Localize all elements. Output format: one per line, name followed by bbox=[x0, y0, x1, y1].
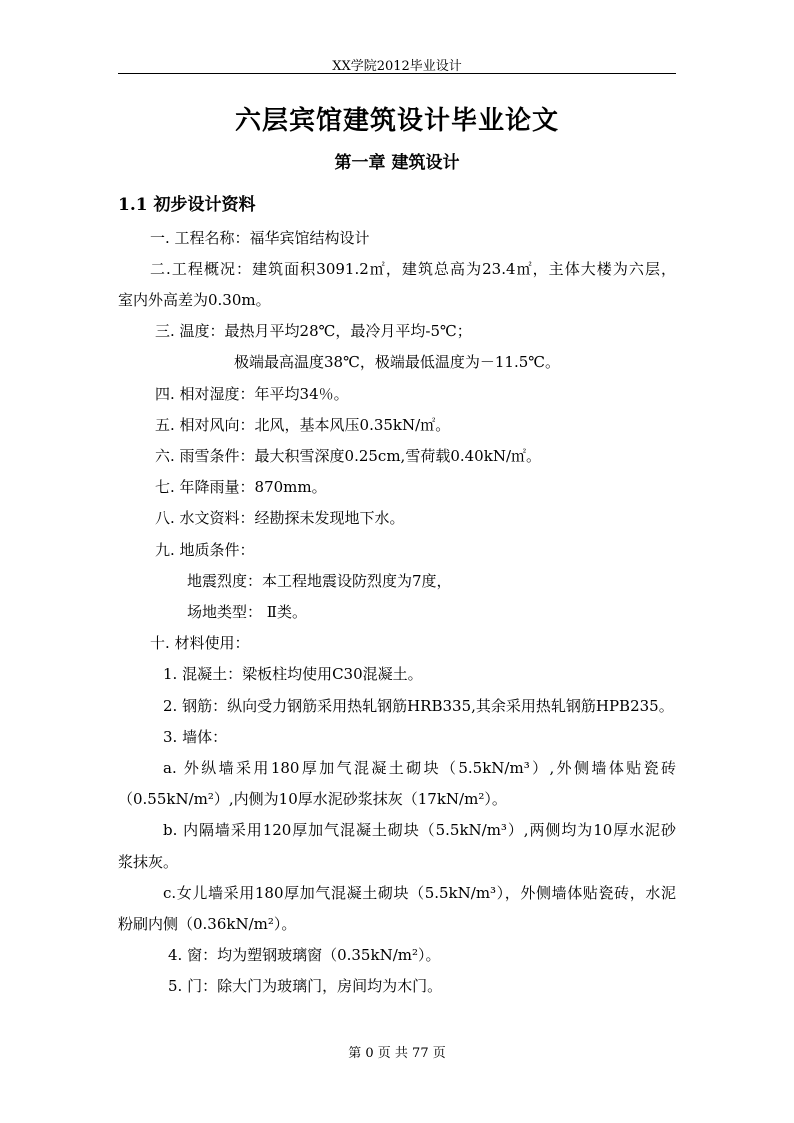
body-line: a. 外纵墙采用180厚加气混凝土砌块（5.5kN/m³）,外侧墙体贴瓷砖 bbox=[163, 759, 676, 777]
body-line: c.女儿墙采用180厚加气混凝土砌块（5.5kN/m³），外侧墙体贴瓷砖，水泥 bbox=[163, 884, 676, 902]
body-line: 二.工程概况：建筑面积3091.2㎡，建筑总高为23.4㎡，主体大楼为六层， bbox=[150, 260, 676, 278]
body-line: 室内外高差为0.30m。 bbox=[118, 291, 271, 309]
body-line: 六. 雨雪条件：最大积雪深度0.25cm,雪荷载0.40kN/㎡。 bbox=[155, 447, 541, 465]
page-header: XX学院2012毕业设计 bbox=[332, 59, 462, 74]
body-line: 粉刷内侧（0.36kN/m²）。 bbox=[118, 915, 297, 933]
body-line: 场地类型： Ⅱ类。 bbox=[187, 603, 307, 621]
page-footer: 第 0 页 共 77 页 bbox=[348, 1046, 446, 1061]
body-line: 4. 窗：均为塑钢玻璃窗（0.35kN/m²）。 bbox=[168, 946, 441, 964]
body-line: 浆抹灰。 bbox=[118, 853, 179, 871]
header-divider bbox=[118, 73, 676, 74]
body-line: b. 内隔墙采用120厚加气混凝土砌块（5.5kN/m³）,两侧均为10厚水泥砂 bbox=[163, 821, 676, 839]
document-title: 六层宾馆建筑设计毕业论文 bbox=[234, 106, 559, 136]
body-line: （0.55kN/m²）,内侧为10厚水泥砂浆抹灰（17kN/m²）。 bbox=[118, 790, 507, 808]
body-line: 一. 工程名称：福华宾馆结构设计 bbox=[150, 229, 370, 247]
body-line: 1. 混凝土：梁板柱均使用C30混凝土。 bbox=[163, 665, 423, 683]
body-line: 五. 相对风向：北风，基本风压0.35kN/㎡。 bbox=[155, 416, 451, 434]
body-line: 三. 温度：最热月平均28℃，最冷月平均-5℃； bbox=[155, 322, 472, 340]
chapter-heading: 第一章 建筑设计 bbox=[334, 153, 460, 173]
body-line: 十. 材料使用： bbox=[150, 634, 250, 652]
body-line: 2. 钢筋：纵向受力钢筋采用热轧钢筋HRB335,其余采用热轧钢筋HPB235。 bbox=[163, 697, 674, 715]
body-line: 九. 地质条件： bbox=[155, 541, 255, 559]
body-line: 5. 门：除大门为玻璃门，房间均为木门。 bbox=[168, 977, 443, 995]
section-heading: 1.1 初步设计资料 bbox=[118, 195, 256, 215]
body-line: 极端最高温度38℃，极端最低温度为－11.5℃。 bbox=[234, 353, 561, 371]
body-line: 七. 年降雨量：870mm。 bbox=[155, 478, 327, 496]
body-line: 地震烈度：本工程地震设防烈度为7度， bbox=[187, 572, 452, 590]
body-line: 八. 水文资料：经勘探未发现地下水。 bbox=[155, 509, 405, 527]
body-line: 四. 相对湿度：年平均34％。 bbox=[155, 385, 349, 403]
body-line: 3. 墙体： bbox=[163, 728, 228, 746]
